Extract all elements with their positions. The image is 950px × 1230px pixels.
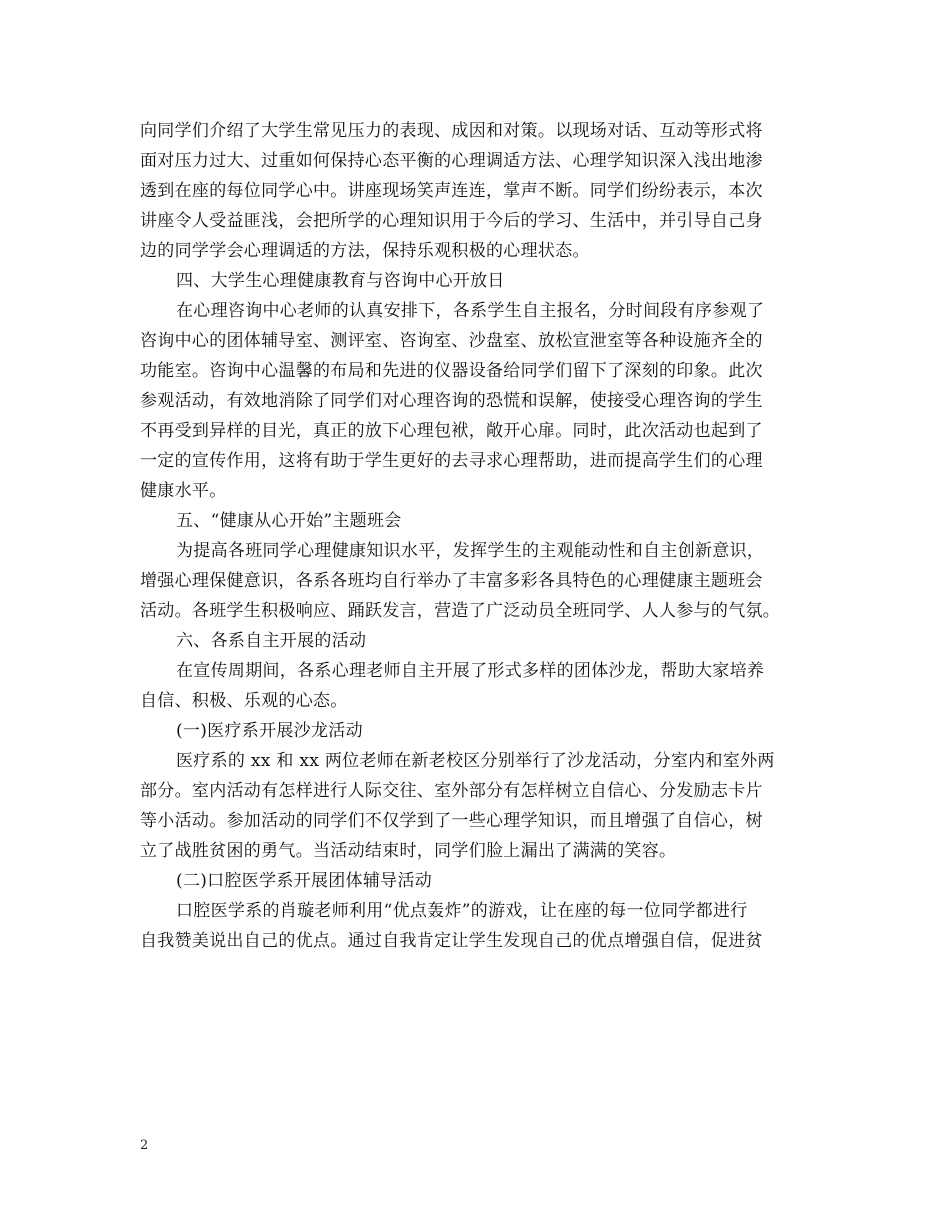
page-number: 2 bbox=[140, 1138, 149, 1153]
text-line: 不再受到异样的目光，真正的放下心理包袱，敞开心扉。同时，此次活动也起到了 bbox=[140, 421, 763, 441]
text-line: 立了战胜贫困的勇气。当活动结束时，同学们脸上漏出了满满的笑容。 bbox=[140, 841, 677, 861]
text-line: 向同学们介绍了大学生常见压力的表现、成因和对策。以现场对话、互动等形式将 bbox=[140, 121, 763, 141]
text-line: 功能室。咨询中心温馨的布局和先进的仪器设备给同学们留下了深刻的印象。此次 bbox=[140, 361, 763, 381]
text-line: 咨询中心的团体辅导室、测评室、咨询室、沙盘室、放松宣泄室等各种设施齐全的 bbox=[140, 331, 763, 351]
text-line: (一)医疗系开展沙龙活动 bbox=[176, 721, 363, 741]
text-line: 一定的宣传作用，这将有助于学生更好的去寻求心理帮助，进而提高学生们的心理 bbox=[140, 451, 763, 471]
text-line: 参观活动，有效地消除了同学们对心理咨询的恐慌和误解，使接受心理咨询的学生 bbox=[140, 391, 763, 411]
text-line: 健康水平。 bbox=[140, 481, 227, 501]
text-line: 边的同学学会心理调适的方法，保持乐观积极的心理状态。 bbox=[140, 241, 590, 261]
text-line: 为提高各班同学心理健康知识水平，发挥学生的主观能动性和自主创新意识， bbox=[176, 541, 765, 561]
text-line: 四、大学生心理健康教育与咨询中心开放日 bbox=[176, 271, 505, 291]
text-line: 讲座令人受益匪浅，会把所学的心理知识用于今后的学习、生活中，并引导自己身 bbox=[140, 211, 763, 231]
text-line: (二)口腔医学系开展团体辅导活动 bbox=[176, 871, 433, 891]
text-line: 五、“健康从心开始”主题班会 bbox=[176, 511, 402, 531]
text-line: 自我赞美说出自己的优点。通过自我肯定让学生发现自己的优点增强自信，促进贫 bbox=[140, 931, 763, 951]
text-line: 口腔医学系的肖璇老师利用“优点轰炸”的游戏，让在座的每一位同学都进行 bbox=[176, 901, 748, 921]
text-line: 六、各系自主开展的活动 bbox=[176, 631, 367, 651]
text-line: 部分。室内活动有怎样进行人际交往、室外部分有怎样树立自信心、分发励志卡片 bbox=[140, 781, 763, 801]
text-line: 增强心理保健意识，各系各班均自行举办了丰富多彩各具特色的心理健康主题班会 bbox=[140, 571, 763, 591]
document-body bbox=[140, 116, 820, 956]
text-line: 活动。各班学生积极响应、踊跃发言，营造了广泛动员全班同学、人人参与的气氛。 bbox=[140, 601, 781, 621]
text-line: 在心理咨询中心老师的认真安排下，各系学生自主报名，分时间段有序参观了 bbox=[176, 301, 765, 321]
text-line: 自信、积极、乐观的心态。 bbox=[140, 691, 348, 711]
text-line: 在宣传周期间，各系心理老师自主开展了形式多样的团体沙龙，帮助大家培养 bbox=[176, 661, 765, 681]
text-line: 等小活动。参加活动的同学们不仅学到了一些心理学知识，而且增强了自信心，树 bbox=[140, 811, 763, 831]
text-line: 透到在座的每位同学心中。讲座现场笑声连连，掌声不断。同学们纷纷表示，本次 bbox=[140, 181, 763, 201]
text-line: 面对压力过大、过重如何保持心态平衡的心理调适方法、心理学知识深入浅出地渗 bbox=[140, 151, 763, 171]
text-line: 医疗系的 xx 和 xx 两位老师在新老校区分别举行了沙龙活动，分室内和室外两 bbox=[176, 751, 775, 771]
